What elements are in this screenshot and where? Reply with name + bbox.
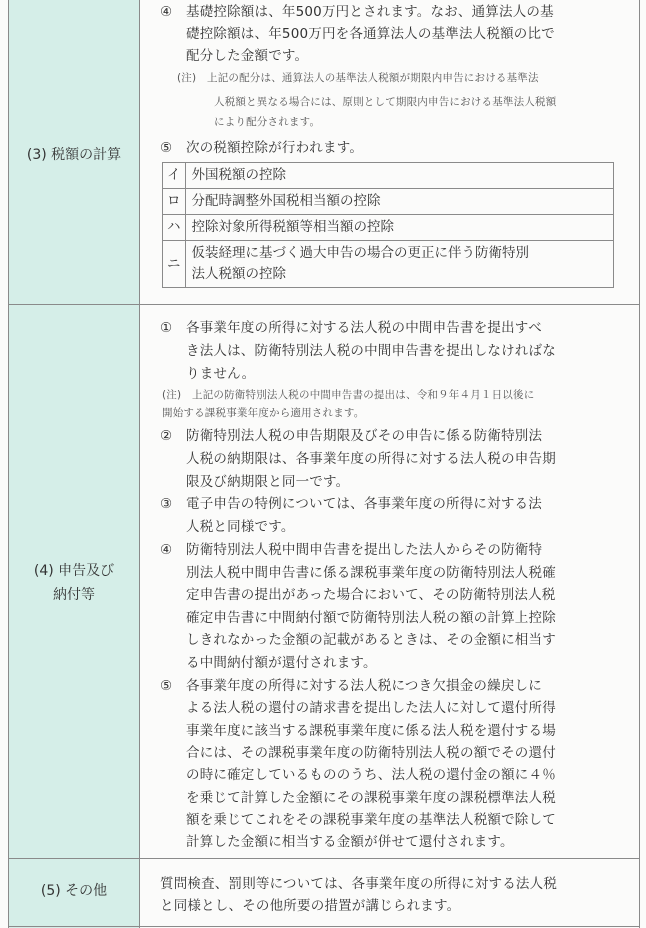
s4-item2-line: 人税の納期限は、各事業年度の所得に対する法人税の申告期 <box>186 451 556 467</box>
row-divider <box>9 926 639 927</box>
deduction-mark: ニ <box>163 241 186 288</box>
s3-note-line: 人税額と異なる場合には、原則として期限内申告における基準法人税額 <box>214 96 557 108</box>
s4-item3-line: ③ 電子申告の特例については、各事業年度の所得に対する法 <box>160 496 542 512</box>
deduction-mark: イ <box>163 163 186 189</box>
s4-item4-line: 定申告書の提出があった場合において、その防衛特別法人税 <box>186 587 556 603</box>
s4-item1-line: ① 各事業年度の所得に対する法人税の中間申告書を提出すべ <box>160 320 542 336</box>
deduction-table <box>162 162 614 288</box>
s4-item3-line: 人税と同様です。 <box>186 519 295 535</box>
s4-item5-line: 合には、その課税事業年度の防衛特別法人税の額でその還付 <box>186 744 556 761</box>
deduction-text: 控除対象所得税額等相当額の控除 <box>185 215 614 241</box>
deduction-text <box>185 241 614 288</box>
s4-item2-line: ② 防衛特別法人税の申告期限及びその申告に係る防衛特別法 <box>160 428 543 444</box>
s4-note-line: (注) 上記の防衛特別法人税の中間申告書の提出は、令和９年４月１日以後に <box>162 389 535 401</box>
deduction-text-line: 仮装経理に基づく過大申告の場合の更正に伴う防衛特別 <box>191 245 529 261</box>
s4-item4-line: る中間納付額が還付されます。 <box>186 654 377 671</box>
s4-item4-line: 別法人税中間申告書に係る課税事業年度の防衛特別法人税確 <box>186 564 556 581</box>
deduction-row <box>163 215 614 241</box>
s4-item5-line: を乗じて計算した金額にその課税事業年度の課税標準法人税 <box>186 789 556 806</box>
s4-item5-line: よる法人税の還付の請求書を提出した法人に対して還付所得 <box>186 700 556 717</box>
s3-item4-line: 配分した金額です。 <box>186 48 309 64</box>
s4-item5-line: 額を乗じてこれをその課税事業年度の基準法人税額で除して <box>186 811 556 828</box>
s5-line: 質問検査、罰則等については、各事業年度の所得に対する法人税 <box>160 876 558 892</box>
deduction-text-line: 法人税額の控除 <box>191 266 286 282</box>
s4-item2-line: 限及び納期限と同一です。 <box>186 474 350 490</box>
s5-line: と同様とし、その他所要の措置が講じられます。 <box>160 898 461 914</box>
label-filing-payment-1: (4) 申告及び <box>33 563 115 579</box>
deduction-row <box>163 189 614 215</box>
s3-note-line: (注) 上記の配分は、通算法人の基準法人税額が期限内申告における基準法 <box>177 72 539 84</box>
s4-item4-line: 確定申告書に中間納付額で防衛特別法人税の額の計算上控除 <box>186 609 556 626</box>
s4-note-line: 開始する課税事業年度から適用されます。 <box>162 407 365 419</box>
deduction-text: 分配時調整外国税相当額の控除 <box>185 189 614 215</box>
deduction-mark: ハ <box>163 215 186 241</box>
s3-item4-line: ④ 基礎控除額は、年500万円とされます。なお、通算法人の基 <box>160 4 554 20</box>
s4-item4-line: ④ 防衛特別法人税中間申告書を提出した法人からその防衛特 <box>160 542 543 558</box>
s4-item5-line: ⑤ 各事業年度の所得に対する法人税につき欠損金の繰戻しに <box>160 678 542 694</box>
label-other: (5) その他 <box>40 883 108 899</box>
s4-item5-line: 計算した金額に相当する金額が併せて還付されます。 <box>186 834 514 851</box>
s4-item5-line: の時に確定しているもののうち、法人税の還付金の額に４％ <box>186 767 556 784</box>
row-divider <box>9 858 639 859</box>
deduction-row <box>163 241 614 288</box>
label-column <box>9 0 140 928</box>
deduction-text: 外国税額の控除 <box>185 163 614 189</box>
s3-note-line: により配分されます。 <box>214 116 321 128</box>
s3-item4-line: 礎控除額は、年500万円を各通算法人の基準法人税額の比で <box>186 26 555 42</box>
deduction-row <box>163 163 614 189</box>
s4-item1-line: き法人は、防衛特別法人税の中間申告書を提出しなければな <box>186 343 556 359</box>
row-divider <box>9 304 639 305</box>
deduction-mark: ロ <box>163 189 186 215</box>
s4-item4-line: しきれなかった金額の記載があるときは、その金額に相当す <box>186 632 556 648</box>
label-tax-calculation: (3) 税額の計算 <box>26 147 122 163</box>
s4-item1-line: りません。 <box>186 366 256 382</box>
label-filing-payment-2: 納付等 <box>53 587 95 603</box>
s4-item5-line: 事業年度に該当する課税事業年度に係る法人税を還付する場 <box>186 722 556 739</box>
s3-item5: ⑤ 次の税額控除が行われます。 <box>160 140 364 156</box>
